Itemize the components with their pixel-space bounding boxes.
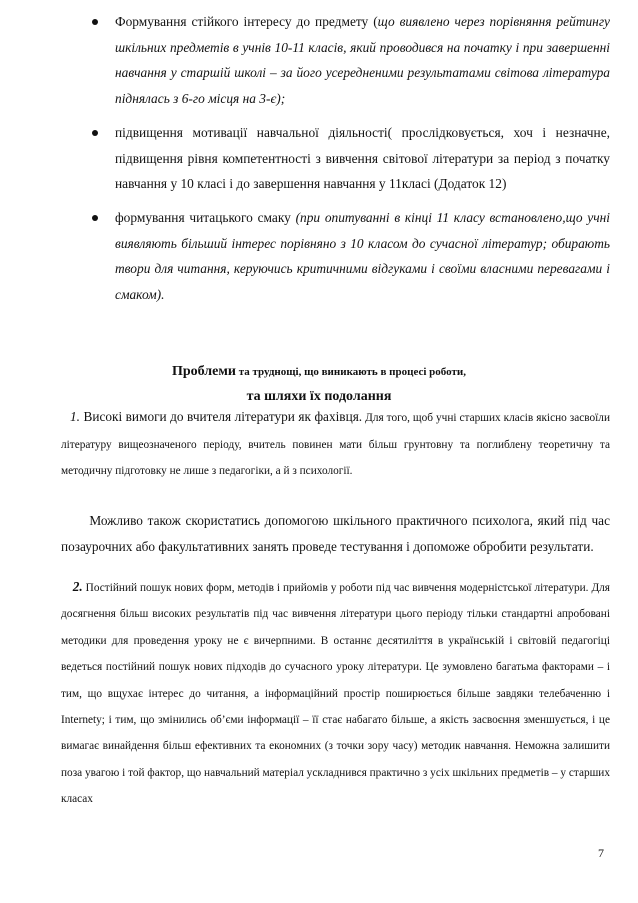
section-heading-line2: та шляхи їх подолання	[246, 389, 392, 404]
bullet-text: Формування стійкого інтересу до предмету (	[115, 14, 378, 29]
paragraph-number: 2.	[72, 579, 83, 594]
paragraph-new-methods	[61, 574, 610, 813]
section-heading-line1	[0, 364, 638, 380]
bullet-dot	[92, 130, 98, 136]
results-bullet-list	[92, 9, 610, 316]
paragraph-text: Постійний пошук нових форм, методів і прийомів у роботи під час вивчення модерністської літератури. Для досягнення більш високих результатів під час вивчення літератури цього періоду тільки стандартні апробовані методики для проведення уроку не є вичерпними. В останнє десятиліття в українській і світовій педагогіці ведеться постійний пошук нових підходів до сучасного уроку літератури. Це зумовлено багатьма факторами – і тим, що вщухає інтерес до читання, а інформаційний простір поширюється більше завдяки телебаченню і Internety; і тим, що змінились об’єми інформації – її стає набагато більше, а якість засвоєння зменшується, і це вимагає винайдення більш ефективних та економних (з точки зору часу) методик навчання. Неможна залишити поза увагою і той фактор, що навчальний матеріал ускладнився практично з усіх шкільних предметів – у старших класах	[61, 582, 610, 806]
heading-big-word: Проблеми	[171, 364, 236, 379]
bullet-italic-text: що виявлено через порівняння рейтингу шкільних предметів в учнів 10-11 класів, який проводився на початку і при завершенні навчання у старшій школі – за його усередненими результатами світова література піднялась з 6-го місця на 3-є);	[115, 14, 610, 107]
paragraph-number: 1.	[69, 409, 80, 424]
bullet-dot	[92, 215, 98, 221]
paragraph-psychologist	[61, 508, 610, 560]
paragraph-requirements	[61, 404, 610, 485]
paragraph-lead: Високі вимоги до вчителя літератури як фахівця.	[79, 409, 363, 424]
bullet-italic-text: (при опитуванні в кінці 11 класу встановлено,що учні виявляють більший інтерес порівняно з 10 класом до сучасної літератур; обирають твори для читання, керуючись критичними відгуками і своїми власними перевагами і смаком).	[115, 209, 610, 303]
paragraph-text: Для того, щоб учні старших класів якісно засвоїли літературу вищеозначеного періоду, вчитель повинен мати більш грунтовну та поглиблену теоретичну та методичну підготовку не лише з педагогіки, а й з психології.	[61, 412, 610, 478]
bullet-item-motivation	[92, 120, 610, 197]
page-number: 7	[598, 846, 604, 860]
bullet-text: формування читацького смаку	[115, 209, 296, 225]
bullet-dot	[92, 19, 98, 25]
bullet-item-interest	[92, 9, 610, 112]
paragraph-text: Можливо також скористатись допомогою шкільного практичного психолога, який під час позаурочних або факультативних занять проведе тестування і допоможе обробити результати.	[61, 513, 610, 555]
bullet-item-taste	[92, 205, 610, 308]
heading-small-text: та труднощі, що виникають в процесі роботи,	[235, 366, 466, 378]
bullet-text: підвищення мотивації навчальної діяльності( прослідковується, хоч і незначне, підвищення рівня компетентності з вивчення світової літератури за період з початку навчання у 10 класі і до завершення навчання у 11класі (Додаток 12)	[115, 124, 610, 192]
